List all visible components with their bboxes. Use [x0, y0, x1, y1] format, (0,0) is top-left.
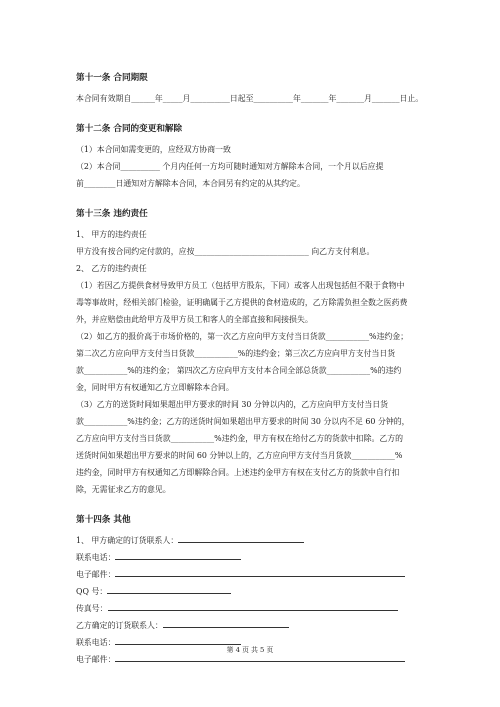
field-label: QQ 号：: [76, 587, 108, 596]
article-13-line: 外，并应赔偿由此给甲方及甲方员工和客人的全部直接和间接损失。: [76, 315, 313, 324]
article-13-line: 违约金，同时甲方有权通知乙方即解除合同。上述违约金甲方有权在支付乙方的货款中自行扣: [76, 468, 400, 477]
article-13-line: 除，无需征求乙方的意见。: [76, 485, 171, 494]
article-13-line: 甲方没有按合同约定付款的，应按_____________________________ 向乙方支付利息。: [76, 247, 375, 256]
article-11-title: 第十一条 合同期限: [76, 73, 148, 83]
article-13-line: 第二次乙方应向甲方支付当日货款___________%的违约金；第三次乙方应向甲方支付当日货: [76, 349, 396, 358]
article-12-line-1: （1）本合同如需变更的，应经双方协商一致: [76, 145, 231, 154]
article-13-line: 款___________%的违约金； 第四次乙方应向甲方支付本合同全部总货款___________%的违约: [76, 366, 402, 375]
article-13-line: 2、 乙方的违约责任: [76, 264, 147, 273]
fill-blank[interactable]: [163, 618, 289, 628]
fill-blank[interactable]: [115, 567, 405, 577]
field-label: 电子邮件：: [76, 570, 116, 579]
phone-field: [76, 549, 424, 566]
party-b-contact-field: [76, 617, 424, 634]
fax-field: [76, 600, 424, 617]
article-13-line: 1、 甲方的违约责任: [76, 230, 147, 239]
article-13-title: 第十三条 违约责任: [76, 209, 148, 219]
page-number-footer: 第 4 页 共 5 页: [226, 646, 274, 654]
field-label: 1、 甲方确定的订货联系人：: [76, 536, 179, 545]
email-field: [76, 566, 424, 583]
article-13-line: 毒等事故时，经相关部门检验，证明确属于乙方提供的食材造成的，乙方除需负担全数之医药费: [76, 298, 408, 307]
field-label: 联系电话：: [76, 553, 116, 562]
article-13-line: （1）若因乙方提供食材导致甲方员工（包括甲方股东，下同）或客人出现包括但不限于食物中: [76, 281, 405, 290]
article-12-line-3: 前________日通知对方解除本合同，本合同另有约定的从其约定。: [76, 179, 305, 188]
article-13-line: 送货时间如果超出甲方要求的时间 60 分钟以上的，乙方应向甲方支付当月货款___________%: [76, 451, 403, 460]
field-label: 电子邮件：: [76, 655, 116, 664]
fill-blank[interactable]: [107, 584, 231, 594]
party-a-contact-field: [76, 532, 424, 549]
contract-term-line: 本合同有效期自______年_____月__________日起至__________年_______年_______月_______日止。: [76, 94, 424, 103]
article-12-title: 第十二条 合同的变更和解除: [76, 124, 183, 134]
qq-field: [76, 583, 424, 600]
fill-blank[interactable]: [108, 601, 398, 611]
fill-blank[interactable]: [115, 635, 241, 645]
article-13-line: （2）如乙方的报价高于市场价格的，第一次乙方应向甲方支付当日货款___________%违约金；: [76, 332, 409, 341]
article-12-line-2: （2）本合同__________ 个月内任何一方均可随时通知对方解除本合同，一个月以后应提: [76, 162, 384, 171]
field-label: 乙方确定的订货联系人：: [76, 621, 163, 630]
page-content: [76, 72, 424, 668]
article-14-title: 第十四条 其他: [76, 515, 131, 525]
fill-blank[interactable]: [178, 533, 304, 543]
article-13-line: 款___________%违约金；乙方的送货时间如果超出甲方要求的时间 30 分以内不足 60 分钟的，: [76, 417, 410, 426]
article-13-line: （3）乙方的送货时间如果超出甲方要求的时间 30 分钟以内的，乙方应向甲方支付当日货: [76, 400, 389, 409]
article-13-line: 金，同时甲方有权通知乙方立即解除本合同。: [76, 383, 234, 392]
field-label: 联系电话：: [76, 638, 116, 647]
article-13-line: 乙方应向甲方支付当日货款___________%违约金，甲方有权在给付乙方的货款中扣除。乙方的: [76, 434, 404, 443]
fill-blank[interactable]: [115, 550, 241, 560]
field-label: 传真号：: [76, 604, 108, 613]
